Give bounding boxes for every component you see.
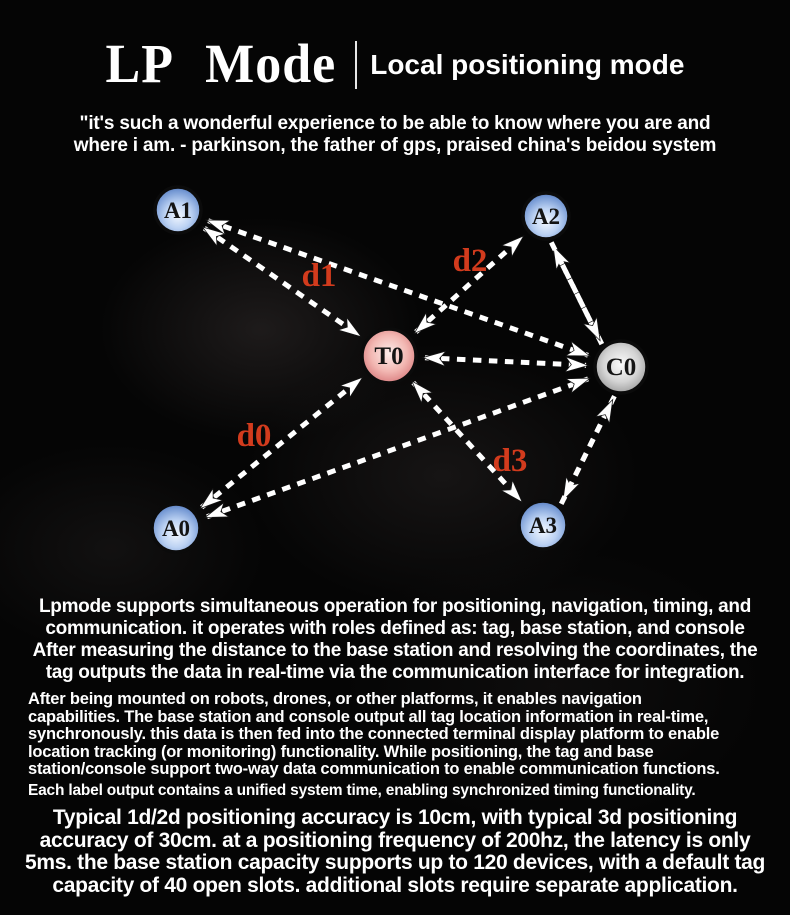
node-label-A3: A3: [528, 513, 558, 538]
edge-A3-C0: [561, 401, 612, 503]
node-C0: [595, 341, 647, 393]
node-label-A1: A1: [163, 198, 193, 223]
paragraph-roles-line: communication. it operates with roles defined as: tag, base station, and console: [45, 618, 745, 639]
header: [0, 30, 790, 100]
node-A2: [523, 193, 569, 239]
quote-line-2: where i am. - parkinson, the father of gps, praised china's beidou system: [73, 134, 717, 156]
edge-T0-C0: [425, 358, 586, 366]
positioning-diagram: [0, 178, 790, 583]
distance-label-d3: d3: [492, 443, 528, 479]
edge-T0-A3: [413, 383, 521, 501]
node-A0: [152, 504, 200, 552]
paragraph-navigation-line: location tracking (or monitoring) functionality. While positioning, the tag and base: [28, 742, 654, 761]
timing-note: Each label output contains a unified system time, enabling synchronized timing functionality.: [28, 782, 696, 799]
distance-label-d2: d2: [452, 243, 488, 279]
node-label-A0: A0: [161, 516, 191, 541]
edge-A0-T0: [202, 379, 361, 508]
paragraph-roles: [0, 596, 790, 684]
node-label-T0: T0: [374, 343, 404, 370]
paragraph-navigation-line: synchronously. this data is then fed into the connected terminal display platform to enable: [28, 725, 720, 744]
paragraph-navigation-line: capabilities. The base station and console output all tag location information in real-time,: [28, 707, 709, 726]
paragraph-roles-line: After measuring the distance to the base station and resolving the coordinates, the: [32, 640, 758, 661]
page-subtitle: Local positioning mode: [370, 49, 685, 80]
node-A3: [519, 501, 567, 549]
paragraph-roles-line: Lpmode supports simultaneous operation for positioning, navigation, timing, and: [38, 596, 752, 617]
paragraph-specs-line: capacity of 40 open slots. additional slots require separate application.: [52, 873, 738, 897]
quote-block: [0, 113, 790, 156]
node-label-C0: C0: [605, 354, 637, 381]
paragraph-specs-line: Typical 1d/2d positioning accuracy is 10cm, with typical 3d positioning: [52, 806, 738, 829]
node-A1: [155, 187, 201, 233]
paragraph-navigation: [28, 691, 780, 779]
distance-label-d1: d1: [301, 258, 337, 294]
page-title: LP Mode: [105, 34, 337, 95]
paragraph-specs: [0, 807, 790, 897]
quote-line-1: "it's such a wonderful experience to be able to know where you are and: [79, 113, 711, 134]
paragraph-roles-line: tag outputs the data in real-time via the communication interface for integration.: [45, 662, 745, 683]
paragraph-navigation-line: station/console support two-way data communication to enable communication functions.: [28, 760, 720, 779]
distance-label-d0: d0: [236, 418, 272, 454]
paragraph-navigation-line: After being mounted on robots, drones, or other platforms, it enables navigation: [28, 690, 642, 708]
paragraph-specs-line: accuracy of 30cm. at a positioning frequency of 200hz, the latency is only: [39, 828, 751, 852]
diagram-nodes: [152, 187, 647, 552]
node-T0: [362, 329, 416, 383]
paragraph-specs-line: 5ms. the base station capacity supports up to 120 devices, with a default tag: [24, 851, 766, 874]
title-divider: [355, 41, 357, 89]
node-label-A2: A2: [531, 204, 561, 229]
